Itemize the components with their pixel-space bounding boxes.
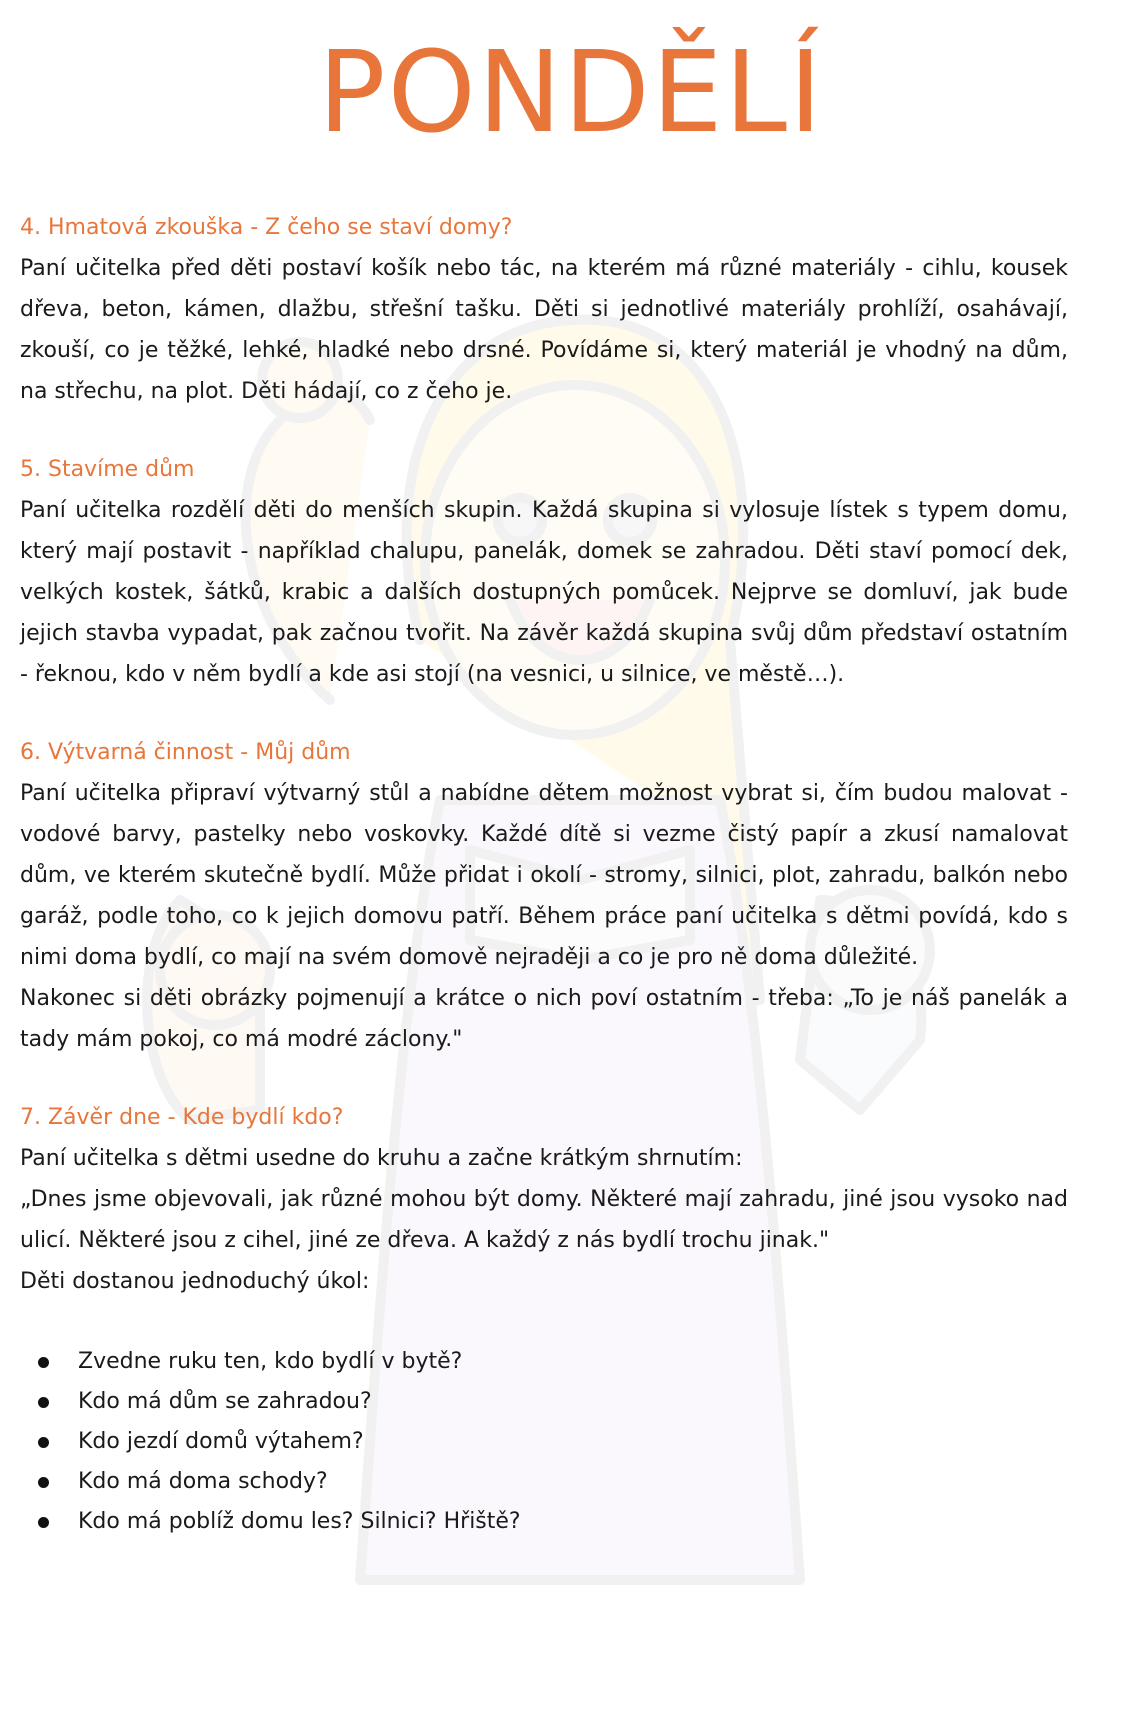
section-6	[20, 733, 1068, 1060]
section-paragraph: Paní učitelka rozdělí děti do menších skupin. Každá skupina si vylosuje lístek s typem domu, který mají postavit - například chalupu, panelák, domek se zahradou. Děti staví pomocí dek, velkých kostek, šátků, krabic a dalších dostupných pomůcek. Nejprve se domluví, jak bude jejich stavba vypadat, pak začnou tvořit. Na závěr každá skupina svůj dům představí ostatním - řeknou, kdo v něm bydlí a kde asi stojí (na vesnici, u silnice, ve městě…).	[20, 498, 1068, 687]
section-5	[20, 450, 1068, 695]
section-heading: 7. Závěr dne - Kde bydlí kdo?	[20, 1105, 344, 1130]
section-paragraph: Nakonec si děti obrázky pojmenují a krátce o nich poví ostatním - třeba: „To je náš panelák a tady mám pokoj, co má modré záclony."	[20, 986, 1068, 1052]
list-item: Kdo má poblíž domu les? Silnici? Hřiště?	[38, 1502, 1068, 1542]
section-heading: 5. Stavíme dům	[20, 457, 195, 482]
question-list	[20, 1342, 1068, 1542]
final-task: Děti dostanou jednoduchý úkol:	[20, 1269, 370, 1294]
final-intro: Paní učitelka s dětmi usedne do kruhu a začne krátkým shrnutím:	[20, 1146, 743, 1171]
content	[20, 208, 1068, 1580]
list-item: Zvedne ruku ten, kdo bydlí v bytě?	[38, 1342, 1068, 1382]
page-title: PONDĚLÍ	[318, 28, 824, 158]
section-paragraph: Paní učitelka připraví výtvarný stůl a nabídne dětem možnost vybrat si, čím budou malovat - vodové barvy, pastelky nebo voskovky. Každé dítě si vezme čistý papír a zkusí namalovat dům, ve kterém skutečně bydlí. Může přidat i okolí - stromy, silnici, plot, zahradu, balkón nebo garáž, podle toho, co k jejich domovu patří. Během práce paní učitelka s dětmi povídá, kdo s nimi doma bydlí, co mají na svém domově nejraději a co je pro ně doma důležité.	[20, 781, 1068, 970]
list-item: Kdo má doma schody?	[38, 1462, 1068, 1502]
section-4	[20, 208, 1068, 412]
section-7	[20, 1098, 1068, 1542]
list-item: Kdo má dům se zahradou?	[38, 1382, 1068, 1422]
section-heading: 6. Výtvarná činnost - Můj dům	[20, 740, 351, 765]
list-item: Kdo jezdí domů výtahem?	[38, 1422, 1068, 1462]
section-paragraph: Paní učitelka před děti postaví košík nebo tác, na kterém má různé materiály - cihlu, kousek dřeva, beton, kámen, dlažbu, střešní tašku. Děti si jednotlivé materiály prohlíží, osahávají, zkouší, co je těžké, lehké, hladké nebo drsné. Povídáme si, který materiál je vhodný na dům, na střechu, na plot. Děti hádají, co z čeho je.	[20, 256, 1068, 404]
section-heading: 4. Hmatová zkouška - Z čeho se staví domy?	[20, 215, 513, 240]
final-quote: „Dnes jsme objevovali, jak různé mohou být domy. Některé mají zahradu, jiné jsou vysoko nad ulicí. Některé jsou z cihel, jiné ze dřeva. A každý z nás bydlí trochu jinak."	[20, 1187, 1068, 1253]
